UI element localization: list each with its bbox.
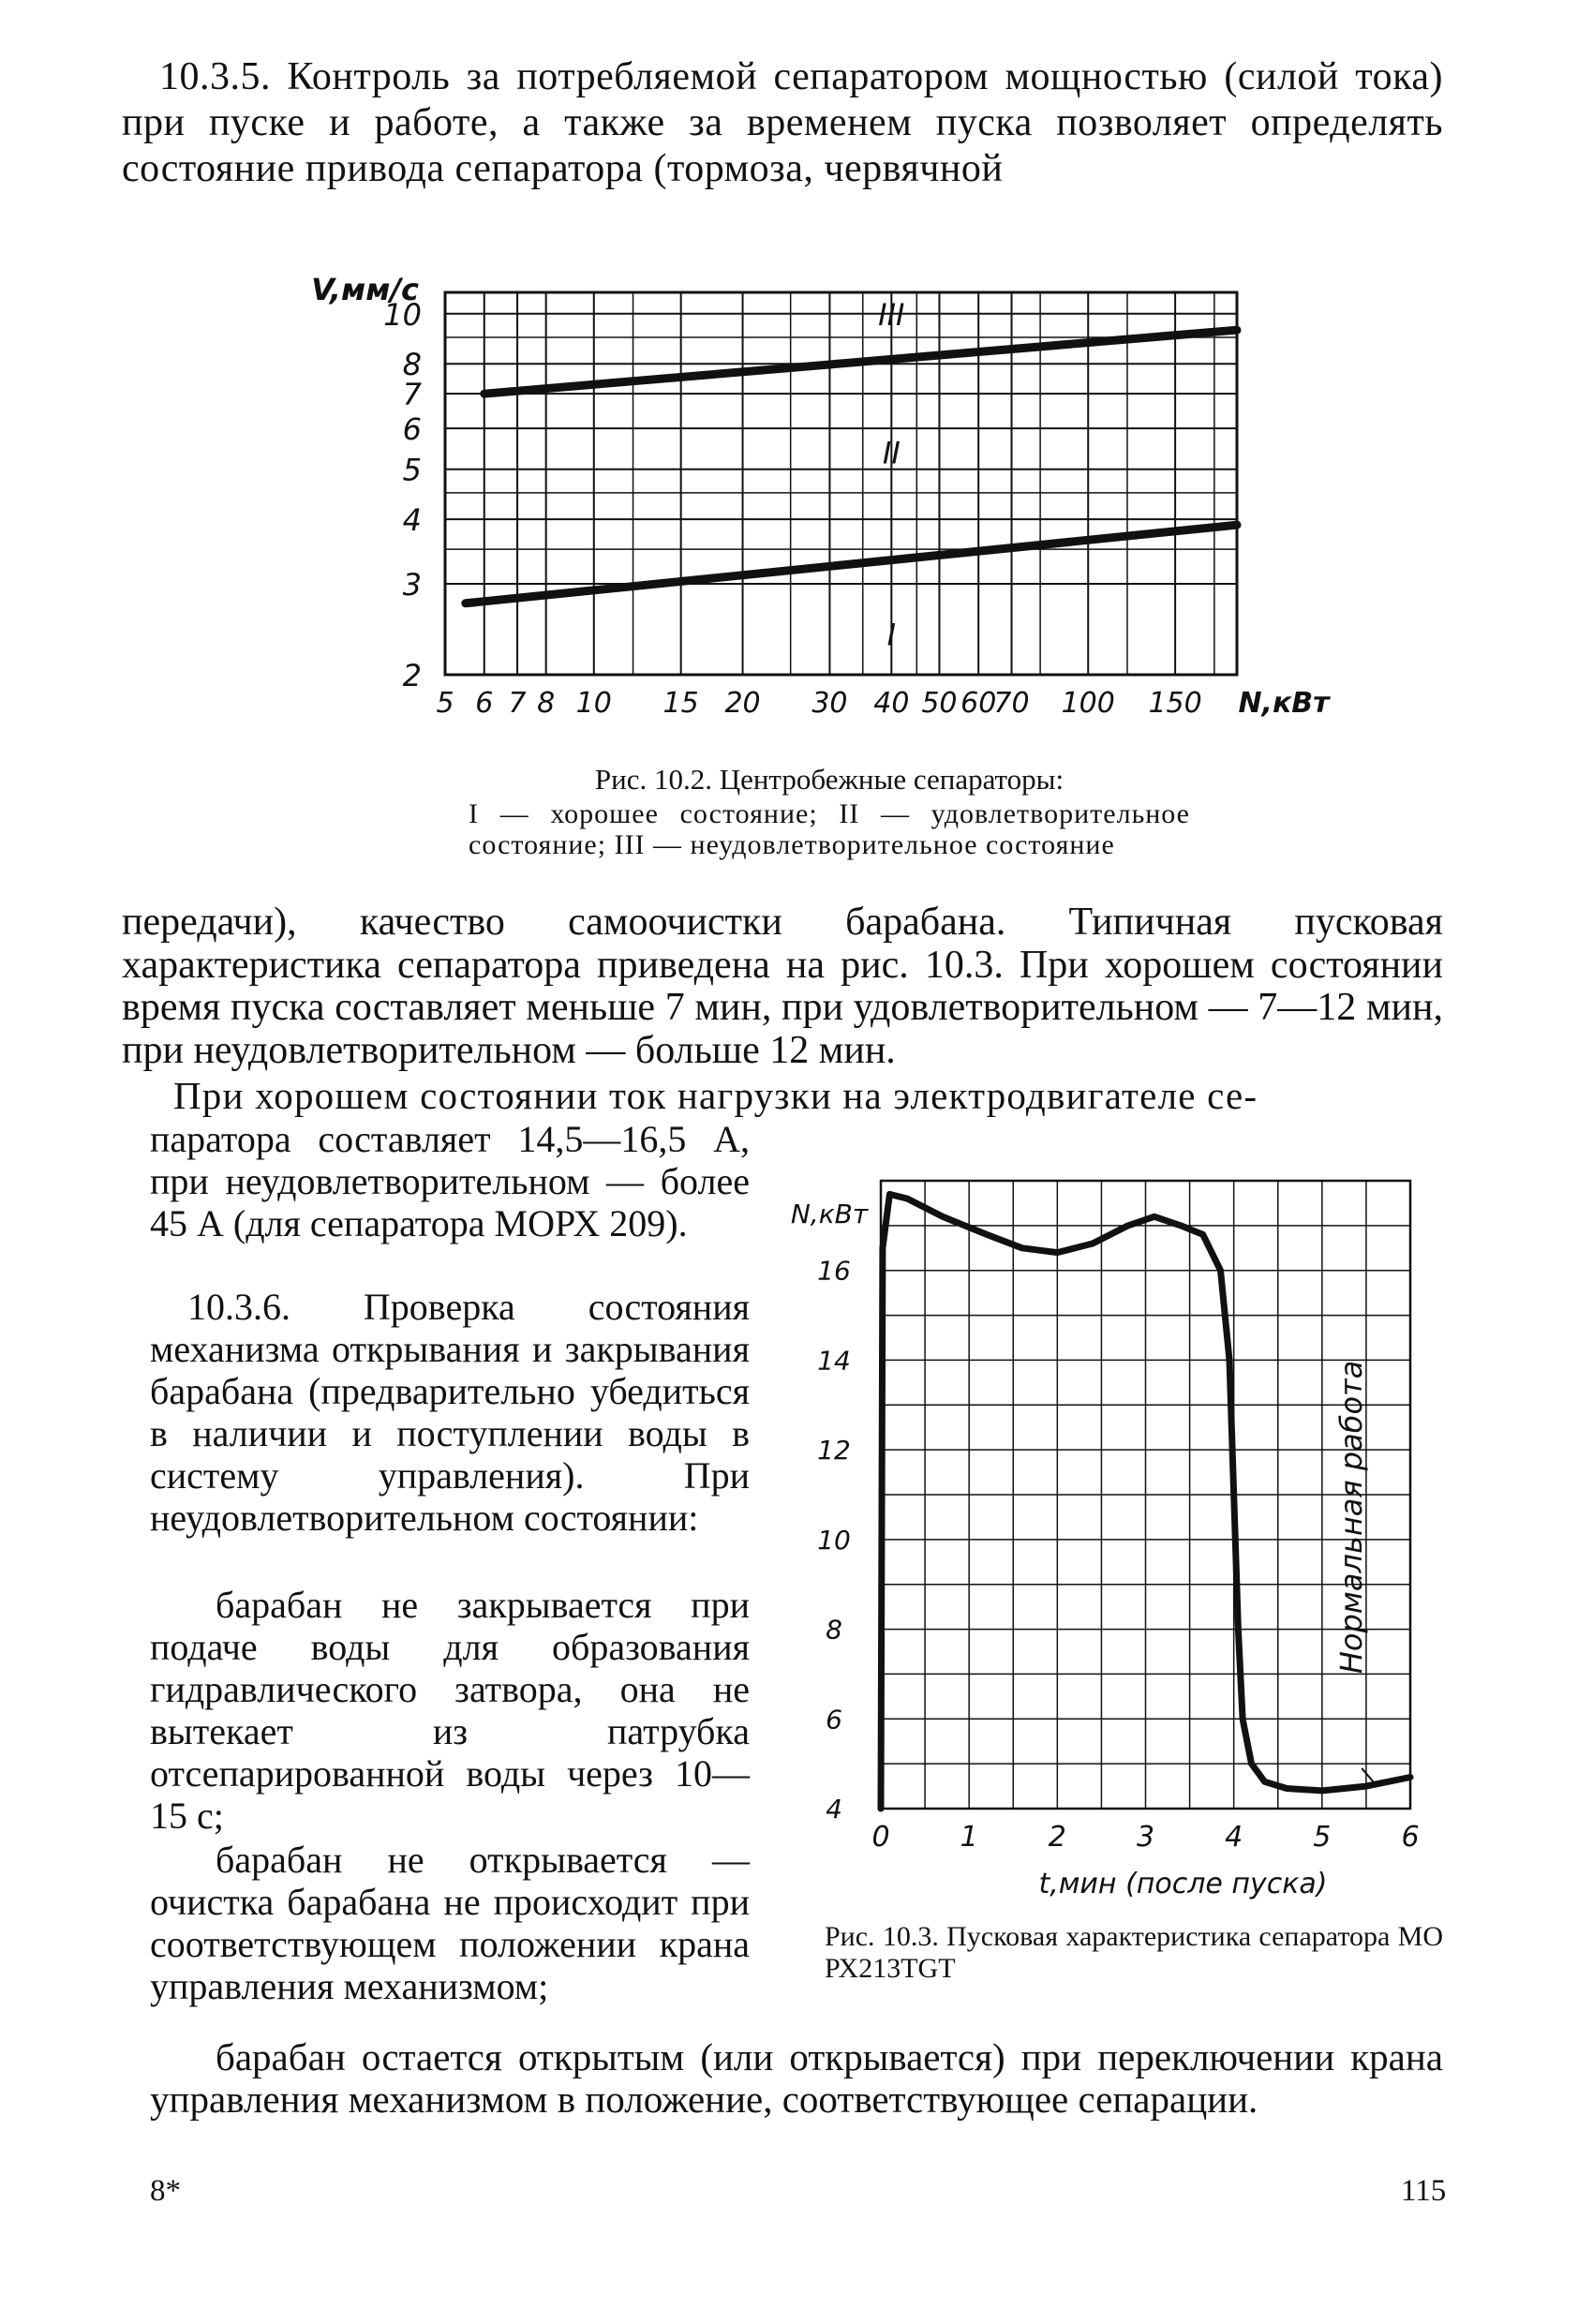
fig1-region-label: I: [886, 617, 897, 653]
fig2-xtick-label: 0: [871, 1821, 890, 1854]
fig2-xtick-label: 2: [1048, 1821, 1066, 1854]
fig2-ytick-label: 4: [826, 1794, 842, 1825]
fig2-ytick-label: 14: [817, 1345, 851, 1377]
fig1-xtick-label: 20: [724, 687, 761, 720]
figure-10-2-caption-body: I — хорошее состояние; II — удовлетворительное состояние; III — неудовлетворительное состояние: [469, 798, 1190, 860]
fig2-ytick-label: 16: [817, 1255, 851, 1287]
fig2-grid: [881, 1181, 1410, 1809]
fig1-xtick-label: 40: [873, 687, 910, 720]
fig1-xtick-label: 7: [508, 687, 527, 720]
fig1-xtick-label: 150: [1148, 687, 1202, 720]
fig1-region-label: III: [878, 296, 905, 333]
fig2-ytick-label: 8: [826, 1614, 842, 1646]
fig1-xtick-label: 70: [993, 687, 1030, 720]
fig1-frame: [445, 292, 1237, 675]
fig2-y-axis-label: N,кВт: [790, 1199, 869, 1229]
fig1-ytick-label: 5: [402, 452, 422, 488]
figure-10-2-caption-title: Рис. 10.2. Центробежные сепараторы:: [594, 763, 1064, 796]
fig1-ytick-label: 7: [402, 377, 422, 413]
fig1-grid: [445, 292, 1237, 675]
fig2-ytick-label: 6: [826, 1704, 842, 1736]
paragraph-current-rest: паратора составляет 14,5—16,5 А, при неудовлетворительном — более 45 А (для сепаратора МОРХ 209).: [150, 1118, 750, 1244]
fig2-ytick-label: 10: [817, 1524, 851, 1556]
paragraph-10-3-6: 10.3.6. Проверка состояния механизма открывания и закрывания барабана (предварительно убедиться в наличии и поступлении воды в систему управления). При неудовлетворительном состоянии:: [150, 1286, 750, 1539]
fig2-xtick-label: 1: [960, 1821, 978, 1854]
paragraph-current-line1: При хорошем состоянии ток нагрузки на электродвигателе се-: [173, 1074, 1258, 1117]
fig2-x-axis-label: t,мин (после пуска): [1038, 1868, 1328, 1900]
page-number: 115: [1401, 2174, 1447, 2208]
fig1-xtick-label: 50: [921, 687, 958, 720]
fig1-x-axis-label: N,кВт: [1238, 687, 1330, 720]
fig1-ytick-label: 6: [402, 411, 422, 448]
fig2-annotation-leader: [1362, 1768, 1373, 1781]
paragraph-drum-not-opening: барабан не открывается — очистка барабана не происходит при соответствующем положении крана управления механизмом;: [150, 1839, 750, 2007]
fig1-xtick-label: 10: [575, 687, 612, 720]
fig1-region-label: II: [882, 435, 901, 471]
fig1-ytick-label: 4: [402, 502, 422, 539]
fig1-boundary-line-2: [484, 330, 1237, 394]
fig1-xtick-label: 5: [436, 687, 454, 720]
fig1-y-axis-label: V,мм/с: [311, 272, 419, 307]
fig2-xtick-label: 6: [1401, 1821, 1420, 1854]
fig1-ytick-label: 10: [383, 296, 422, 333]
fig1-xtick-label: 60: [960, 687, 997, 720]
figure-10-3-chart: [740, 1162, 1584, 1930]
paragraph-continued: передачи), качество самоочистки барабана. Типичная пусковая характеристика сепаратора приведена на рис. 10.3. При хорошем состоянии время пуска составляет меньше 7 мин, при удовлетворительном — 7—12 мин, при неудовлетворительном — больше 12 мин.: [122, 901, 1443, 1072]
fig1-ytick-label: 8: [402, 347, 422, 383]
fig2-ytick-label: 12: [817, 1435, 851, 1467]
fig1-ytick-label: 2: [402, 658, 422, 693]
paragraph-drum-not-closing: барабан не закрывается при подаче воды для образования гидравлического затвора, она не вытекает из патрубка отсепарированной воды через 10—15 с;: [150, 1584, 750, 1837]
fig2-xtick-label: 3: [1136, 1821, 1155, 1854]
fig1-boundary-line-1: [466, 525, 1237, 603]
fig1-xtick-label: 30: [811, 687, 848, 720]
fig1-lines: [466, 330, 1237, 603]
paragraph-10-3-5: 10.3.5. Контроль за потребляемой сепаратором мощностью (силой тока) при пуске и работе, а также за временем пуска позволяет определять состояние привода сепаратора (тормоза, червячной: [122, 55, 1443, 190]
signature-mark: 8*: [150, 2174, 181, 2208]
fig1-xtick-label: 15: [663, 687, 699, 720]
fig1-xtick-label: 8: [537, 687, 556, 720]
fig2-annotation: Нормальная работа: [1333, 1360, 1370, 1675]
fig2-xtick-label: 4: [1225, 1821, 1243, 1854]
fig2-xtick-label: 5: [1313, 1821, 1332, 1854]
paragraph-drum-remains-open: барабан остается открытым (или открывается) при переключении крана управления механизмом в положение, соответствующее сепарации.: [150, 2035, 1443, 2121]
figure-10-3-caption: Рис. 10.3. Пусковая характеристика сепаратора МО РХ213TGT: [825, 1921, 1443, 1984]
fig1-ytick-label: 3: [402, 566, 422, 603]
fig1-xtick-label: 6: [475, 687, 494, 720]
fig1-xtick-label: 100: [1061, 687, 1115, 720]
